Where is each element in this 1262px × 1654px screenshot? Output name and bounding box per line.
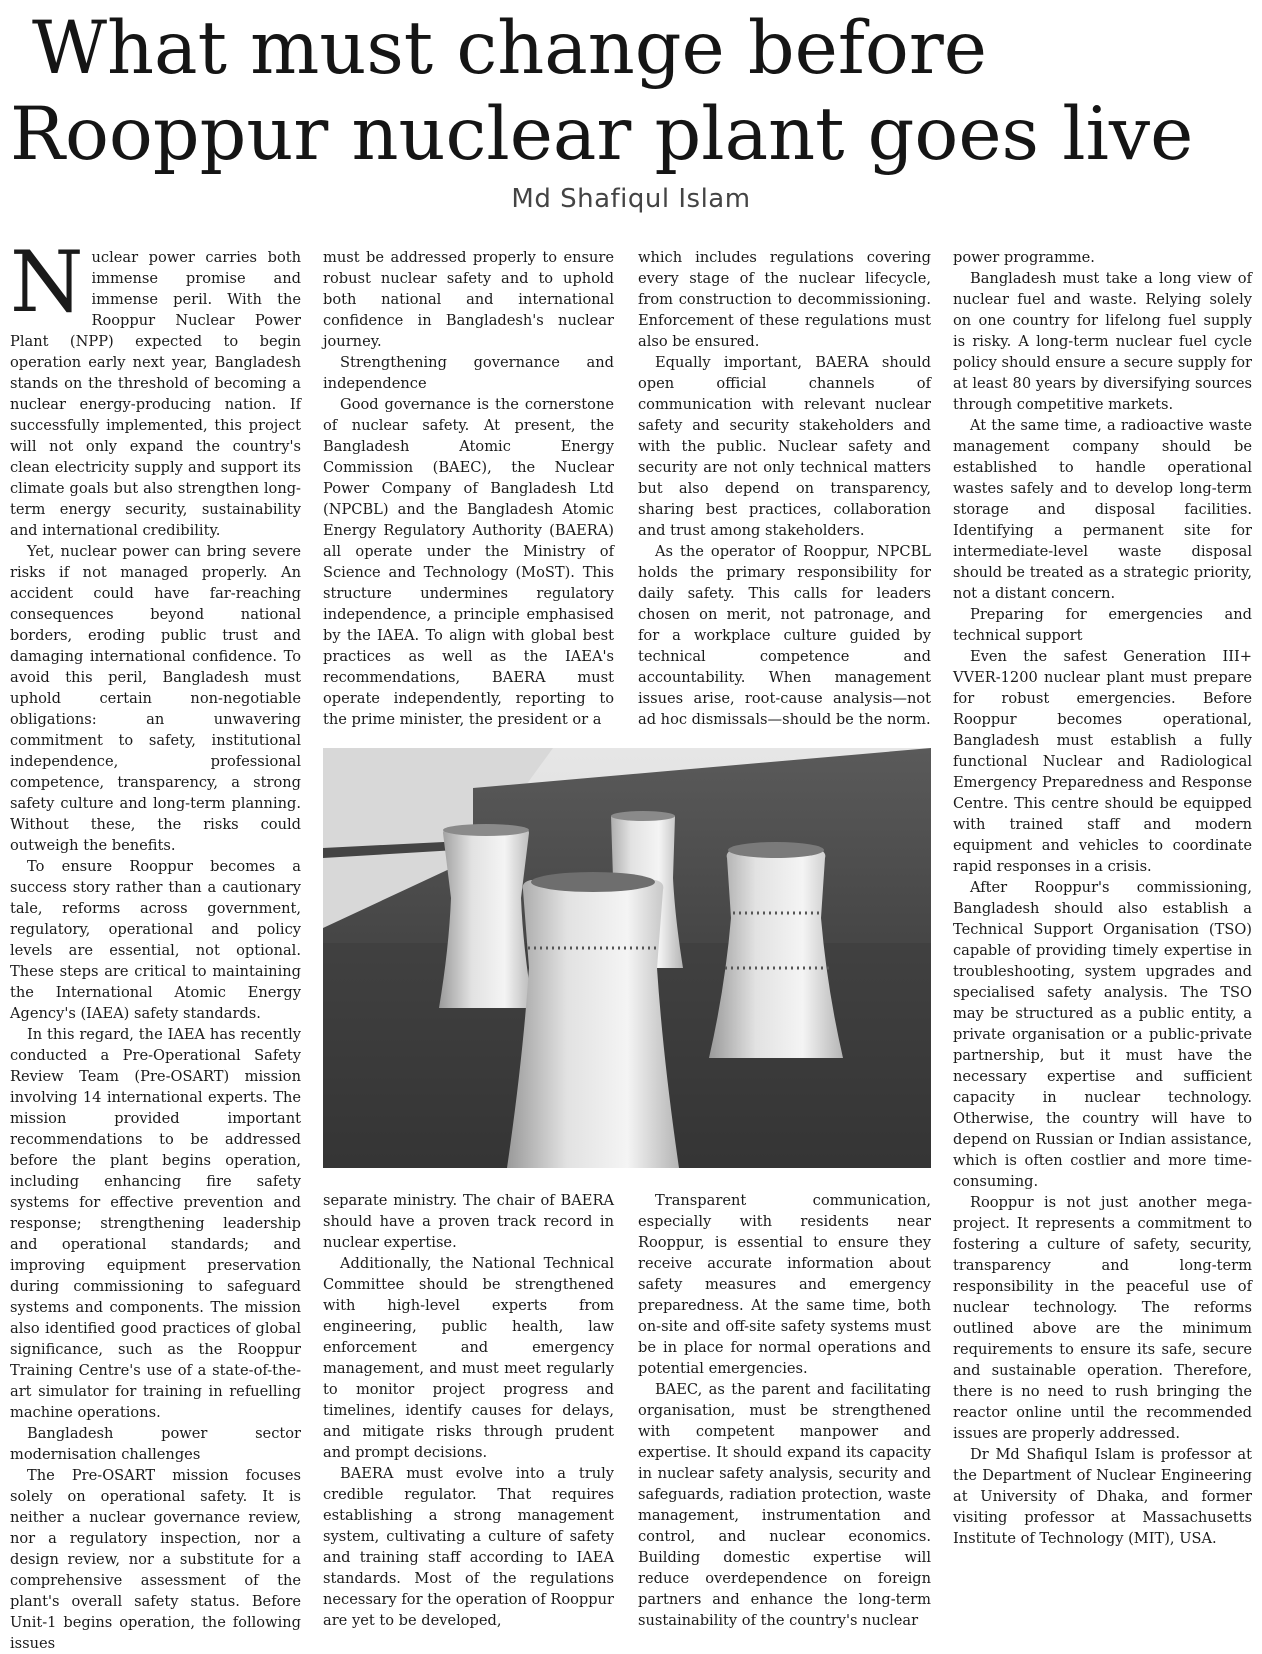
paragraph: The Pre-OSART mission focuses solely on operational safety. It is neither a nuclear governance review, nor a regulatory inspection, nor a design review, nor a substitute for a comprehensive assessment of the plant's overall safety status. Before Unit-1 begins operation, the following issues: [10, 1467, 301, 1652]
article-column-2-bottom: [323, 1190, 614, 1637]
paragraph: Transparent communication, especially with residents near Rooppur, is essential to ensure they receive accurate information about safety measures and emergency preparedness. At the same time, both on-site and off-site safety systems must be in place for normal operations and potential emergencies.: [638, 1192, 931, 1377]
paragraph: At the same time, a radioactive waste management company should be established to handle operational wastes safely and to develop long-term storage and disposal facilities. Identifying a permanent site for intermediate-level waste disposal should be treated as a strategic priority, not a distant concern.: [953, 417, 1252, 602]
article-column-3-bottom: [638, 1190, 931, 1637]
paragraph: separate ministry. The chair of BAERA should have a proven track record in nuclear expertise.: [323, 1192, 614, 1251]
tower-back-left: [439, 824, 533, 1008]
subheading: Bangladesh power sector modernisation challenges: [10, 1425, 301, 1463]
headline-line-2: Rooppur nuclear plant goes live: [10, 92, 1194, 177]
subheading: Preparing for emergencies and technical support: [953, 606, 1252, 644]
paragraph: BAEC, as the parent and facilitating organisation, must be strengthened with competent manpower and expertise. It should expand its capacity in nuclear safety analysis, security and safeguards, radiation protection, waste management, instrumentation and control, and nuclear economics. Building domestic expertise will reduce overdependence on foreign partners and enhance the long-term sustainability of the country's nuclear: [638, 1381, 931, 1629]
paragraph: which includes regulations covering every stage of the nuclear lifecycle, from construction to decommissioning. Enforcement of these regulations must also be ensured.: [638, 249, 931, 350]
cooling-towers-photo: [323, 748, 931, 1168]
paragraph: After Rooppur's commissioning, Bangladesh should also establish a Technical Support Organisation (TSO) capable of providing timely expertise in troubleshooting, system upgrades and specialised safety analysis. The TSO may be structured as a public entity, a private organisation or a public-private partnership, but it must have the necessary expertise and sufficient capacity in nuclear technology. Otherwise, the country will have to depend on Russian or Indian assistance, which is often costlier and more time-consuming.: [953, 879, 1252, 1190]
paragraph: power programme.: [953, 249, 1095, 266]
paragraph: Equally important, BAERA should open official channels of communication with relevant nuclear safety and security stakeholders and with the public. Nuclear safety and security are not only technical matters but also depend on transparency, sharing best practices, collaboration and trust among stakeholders.: [638, 354, 931, 539]
paragraph-text: uclear power carries both immense promise and immense peril. With the Rooppur Nuclear Power Plant (NPP) expected to begin operation early next year, Bangladesh stands on the threshold of becoming a nuclear energy-producing nation. If successfully implemented, this project will not only expand the country's clean electricity supply and support its climate goals but also strengthen long-term energy security, sustainability and international credibility.: [10, 249, 301, 539]
paragraph: [10, 233, 301, 541]
paragraph: must be addressed properly to ensure robust nuclear safety and to uphold both national and international confidence in Bangladesh's nuclear journey.: [323, 249, 614, 350]
paragraph: BAERA must evolve into a truly credible regulator. That requires establishing a strong management system, cultivating a culture of safety and training staff according to IAEA standards. Most of the regulations necessary for the operation of Rooppur are yet to be developed,: [323, 1465, 614, 1629]
article-column-3-top: [638, 247, 931, 727]
paragraph: Even the safest Generation III+ VVER-1200 nuclear plant must prepare for robust emergencies. Before Rooppur becomes operational, Bangladesh must establish a fully functional Nuclear and Radiological Emergency Preparedness and Response Centre. This centre should be equipped with trained staff and modern equipment and vehicles to coordinate rapid responses in a crisis.: [953, 648, 1252, 875]
subheading: Strengthening governance and independence: [323, 354, 614, 392]
paragraph: In this regard, the IAEA has recently conducted a Pre-Operational Safety Review Team (Pre-OSART) mission involving 14 international experts. The mission provided important recommendations to be addressed before the plant begins operation, including enhancing fire safety systems for effective prevention and response; strengthening leadership and operational standards; and improving equipment preservation during commissioning to safeguard systems and components. The mission also identified good practices of global significance, such as the Rooppur Training Centre's use of a state-of-the-art simulator for training in refuelling machine operations.: [10, 1026, 301, 1421]
paragraph: Yet, nuclear power can bring severe risks if not managed properly. An accident could have far-reaching consequences beyond national borders, eroding public trust and damaging international confidence. To avoid this peril, Bangladesh must uphold certain non-negotiable obligations: an unwavering commitment to safety, institutional independence, professional competence, transparency, a strong safety culture and long-term planning. Without these, the risks could outweigh the benefits.: [10, 543, 301, 854]
paragraph: Additionally, the National Technical Committee should be strengthened with high-level experts from engineering, public health, law enforcement and emergency management, and must meet regularly to monitor project progress and timelines, identify causes for delays, and mitigate risks through prudent and prompt decisions.: [323, 1255, 614, 1461]
article-column-4: [953, 247, 1252, 1637]
article-column-1: [10, 233, 301, 1652]
paragraph: Good governance is the cornerstone of nuclear safety. At present, the Bangladesh Atomic Energy Commission (BAEC), the Nuclear Power Company of Bangladesh Ltd (NPCBL) and the Bangladesh Atomic Energy Regulatory Authority (BAERA) all operate under the Ministry of Science and Technology (MoST). This structure undermines regulatory independence, a principle emphasised by the IAEA. To align with global best practices as well as the IAEA's recommendations, BAERA must operate independently, reporting to the prime minister, the president or a: [323, 396, 614, 728]
tower-front: [507, 872, 679, 1168]
paragraph: As the operator of Rooppur, NPCBL holds the primary responsibility for daily safety. This calls for leaders chosen on merit, not patronage, and for a workplace culture guided by technical competence and accountability. When management issues arise, root-cause analysis—not ad hoc dismissals—should be the norm.: [638, 543, 931, 728]
paragraph: To ensure Rooppur becomes a success story rather than a cautionary tale, reforms across government, regulatory, operational and policy levels are essential, not optional. These steps are critical to maintaining the International Atomic Energy Agency's (IAEA) safety standards.: [10, 858, 301, 1022]
drop-cap: N: [10, 233, 84, 331]
photo-illustration: [323, 748, 931, 1168]
tower-right: [709, 842, 843, 1058]
headline-line-1: What must change before: [32, 6, 987, 91]
paragraph: Bangladesh must take a long view of nuclear fuel and waste. Relying solely on one country for lifelong fuel supply is risky. A long-term nuclear fuel cycle policy should ensure a secure supply for at least 80 years by diversifying sources through competitive markets.: [953, 270, 1252, 413]
byline: Md Shafiqul Islam: [511, 184, 751, 214]
headline: [10, 6, 1255, 178]
author-bio: Dr Md Shafiqul Islam is professor at the Department of Nuclear Engineering at University of Dhaka, and former visiting professor at Massachusetts Institute of Technology (MIT), USA.: [953, 1446, 1252, 1547]
article-column-2-top: [323, 247, 614, 727]
paragraph: Rooppur is not just another mega-project. It represents a commitment to fostering a culture of safety, security, transparency and long-term responsibility in the peaceful use of nuclear technology. The reforms outlined above are the minimum requirements to ensure its safe, secure and sustainable operation. Therefore, there is no need to rush bringing the reactor online until the recommended issues are properly addressed.: [953, 1194, 1252, 1442]
